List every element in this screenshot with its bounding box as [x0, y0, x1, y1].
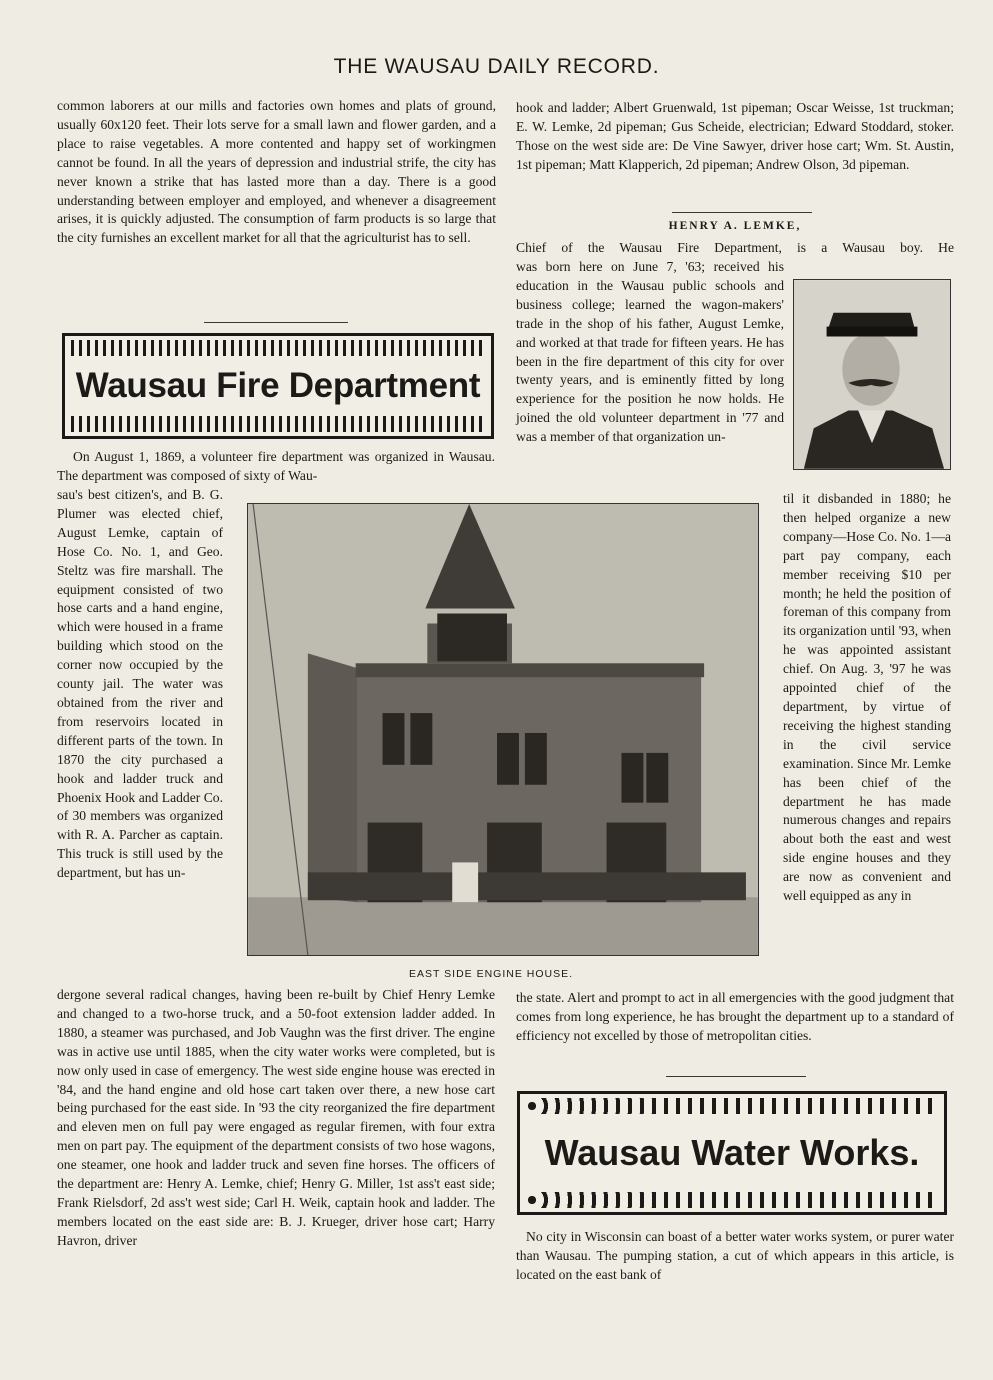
masthead: THE WAUSAU DAILY RECORD.: [333, 55, 660, 78]
banner-fringe-top: [71, 340, 485, 356]
lemke-heading: HENRY A. LEMKE,: [668, 220, 802, 232]
lemke-bio-beside-photo: til it disbanded in 1880; he then helped organize a new company—Hose Co. No. 1—a part pay company, each member receiving $10 per month; he held the position of foreman of this company from its organization until '93, when he was appointed assistant chief. On Aug. 3, '97 he was appointed chief of the department, by virtue of receiving the highest standing in the civil service examination. Since Mr. Lemke has been chief of the department he has made numerous changes and repairs about both the east and west side engine houses and they are now as convenient and well equipped as any in: [783, 491, 951, 904]
east-side-engine-house-photo: [247, 503, 759, 956]
banner-wave-bottom: [526, 1192, 938, 1208]
water-works-paragraph: No city in Wisconsin can boast of a better water works system, or purer water than Wausau. The pumping station, a cut of which appears in this article, is located on the east bank of: [516, 1229, 954, 1282]
fire-history-narrow-column: sau's best citizen's, and B. G. Plumer was elected chief, August Lemke, captain of Hose Co. No. 1, and Geo. Steltz was fire marshall. The equipment consisted of two hose carts and a hand engine, which were housed in a frame building which stood on the corner now occupied by the county jail. The water was obtained from the river and from reservoirs located in different parts of the town. In 1870 the city purchased a hook and ladder truck and Phoenix Hook and Ladder Co. of 30 members was organized with R. A. Parcher as captain. This truck is still used by the department, but has un-: [57, 487, 223, 881]
banner-wave-top: [526, 1098, 938, 1114]
henry-lemke-portrait: [793, 279, 951, 470]
right-top-paragraph: hook and ladder; Albert Gruenwald, 1st pipeman; Oscar Weisse, 1st truckman; E. W. Lemke, 2d pipeman; Gus Scheide, electrician; Edward Stoddard, stoker. Those on the west side are: De Vine Sawyer, driver hose cart; Wm. St. Austin, 1st pipeman; Matt Klapperich, 2d pipeman; Andrew Olson, 3d pipeman.: [516, 100, 954, 172]
lemke-bio-first-line: Chief of the Wausau Fire Department, is a Wausau boy. He: [516, 240, 954, 255]
section-divider-right-bottom: [666, 1076, 806, 1077]
lemke-bio-closing: the state. Alert and prompt to act in all emergencies with the good judgment that comes from long experience, he has brought the department up to a standard of efficiency not excelled by those of metropolitan cities.: [516, 990, 954, 1043]
fire-history-intro: On August 1, 1869, a volunteer fire department was organized in Wausau. The department was composed of sixty of Wau-: [57, 449, 495, 483]
water-works-banner: [517, 1091, 947, 1215]
banner-fringe-bottom: [71, 416, 485, 432]
section-divider-right-top: [672, 212, 812, 213]
left-top-paragraph: common laborers at our mills and factories own homes and plats of ground, usually 60x120 feet. Their lots serve for a small lawn and flower garden, and a place to raise vegetables. A more contented and happy set of workingmen cannot be found. In all the years of depression and industrial strife, the city has never known a strike that has lasted more than a day. There is a good understanding between employer and employed, and whenever a disagreement arises, it is quickly adjusted. The consumption of farm products is so large that the city furnishes an excellent market for all that the agriculturist has to sell.: [57, 98, 496, 246]
fire-history-wide-column: dergone several radical changes, having been re-built by Chief Henry Lemke and changed to a two-horse truck, and a 50-foot extension ladder added. In 1880, a steamer was purchased, and Job Vaughn was the first driver. The engine was in active use until 1885, when the city water works were completed, but is now only used in case of emergency. The west side engine house was erected in '84, and the hand engine and old hose cart taken over there, a new hose cart being purchased for the east side. In '93 the city reorganized the fire department and eleven men on full pay were engaged as regular firemen, with four extra men on part pay. The equipment of the department consists of two hose wagons, one steamer, one hook and ladder truck and seven fine horses. The officers of the department are: Henry A. Lemke, chief; Henry G. Miller, 1st ass't east side; Frank Rielsdorf, 2d ass't west side; Carl H. Weik, captain hook and ladder. The members located on the east side are: B. J. Krueger, driver hose cart; Harry Havron, driver: [57, 987, 495, 1248]
section-divider-left: [204, 322, 348, 323]
photo-caption: EAST SIDE ENGINE HOUSE.: [409, 968, 574, 980]
fire-department-banner-title: Wausau Fire Department: [75, 366, 481, 405]
lemke-bio-beside-portrait: was born here on June 7, '63; received his education in the Wausau public schools and business college; learned the wagon-makers' trade in the shop of his father, August Lemke, and worked at that trade for fifteen years. He has been in the fire department of this city for over twenty years, and is eminently fitted by long experience for the position he now holds. He joined the old volunteer department in '77 and was a member of that organization un-: [516, 259, 784, 445]
water-works-banner-title: Wausau Water Works.: [544, 1132, 920, 1173]
fire-department-banner: [62, 333, 494, 439]
